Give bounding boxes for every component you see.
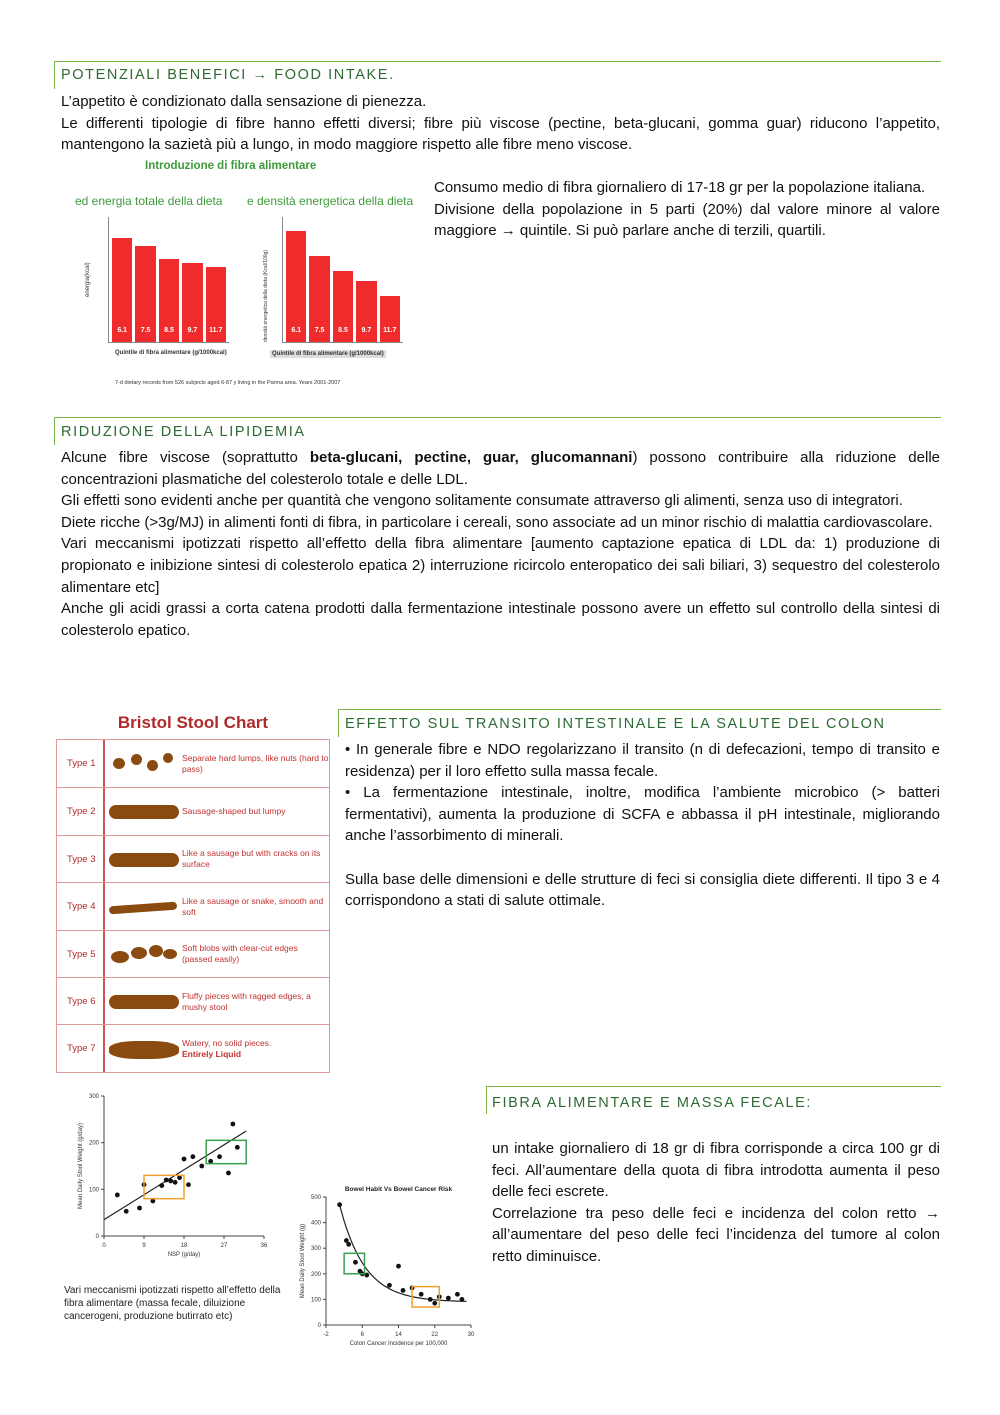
x-tick-label: 9 xyxy=(142,1243,146,1249)
bristol-description-text xyxy=(182,991,330,1013)
fecal-mass-text xyxy=(492,1138,940,1268)
bristol-type-label: Type 6 xyxy=(57,978,105,1025)
data-point xyxy=(396,1264,401,1269)
paragraph: Le differenti tipologie di fibre hanno effetti diversi; fibre più viscose (pectine, beta-glucani, gomma guar) riducono l’appetito, mantengono la sazietà più a lungo, in modo maggiore rispetto alle fibre meno viscose. xyxy=(61,114,940,154)
bristol-description-text xyxy=(182,848,330,870)
bar xyxy=(112,238,132,342)
bullet-item: • In generale fibre e NDO regolarizzano il transito (n di defecazioni, tempo di transito e residenza) per il loro effetto sulla massa fecale. xyxy=(345,741,940,780)
x-axis-label: NSP (g/day) xyxy=(167,1252,201,1258)
bristol-description-bold: Entirely Liquid xyxy=(182,1048,242,1059)
x-tick-label: 18 xyxy=(180,1243,188,1249)
bristol-description-line: Like a sausage or snake, smooth and soft xyxy=(182,895,324,917)
figure-title: Introduzione di fibra alimentare xyxy=(145,160,317,172)
bristol-type-label: Type 7 xyxy=(57,1025,105,1072)
bristol-row xyxy=(57,740,329,787)
x-tick-label: 6 xyxy=(360,1332,364,1338)
x-axis-label: Colon Cancer Incidence per 100,000 xyxy=(349,1341,448,1347)
stool-shape-icon xyxy=(109,800,177,824)
bristol-description xyxy=(182,788,330,835)
bristol-description-text xyxy=(182,753,330,775)
paragraph xyxy=(61,447,940,490)
transit-text xyxy=(345,739,940,912)
left-bar-chart-plot xyxy=(109,217,229,342)
data-point xyxy=(428,1297,433,1302)
bristol-table xyxy=(56,739,330,1073)
bar xyxy=(206,267,226,342)
data-point xyxy=(217,1154,222,1159)
bar xyxy=(135,246,155,342)
y-tick-label: 200 xyxy=(310,1271,321,1278)
text-span: ) possono contribuire alla riduzione delle concentrazioni plasmatiche del colesterolo totale e delle LDL. xyxy=(61,449,940,488)
bristol-stool-chart xyxy=(56,707,330,1073)
bowel-cancer-scatter xyxy=(290,1175,485,1350)
data-point xyxy=(199,1164,204,1169)
bristol-description-line: Soft blobs with clear-cut edges (passed easily) xyxy=(182,943,298,965)
data-point xyxy=(124,1209,129,1214)
fiber-intake-figure xyxy=(60,157,420,397)
bristol-description-line: Watery, no solid pieces. xyxy=(182,1037,272,1048)
bristol-type-label: Type 1 xyxy=(57,740,105,787)
quintile-text xyxy=(434,177,940,242)
bar xyxy=(380,296,400,342)
left-chart-ylabel: energia(kcal) xyxy=(85,262,91,297)
data-point xyxy=(226,1171,231,1176)
data-point xyxy=(164,1178,169,1183)
paragraph: un intake giornaliero di 18 gr di fibra corrisponde a circa 100 gr di feci. All’aumentare della quota di fibra introdotta aumenta il peso delle feci escrete. xyxy=(492,1140,940,1201)
y-axis-label: Mean Daily Stool Weight (g) xyxy=(300,1223,306,1299)
bar-label: 7.5 xyxy=(140,327,151,334)
section-rule-left xyxy=(338,709,339,737)
section-rule xyxy=(54,61,941,62)
bristol-description-line: Sausage-shaped but lumpy xyxy=(182,806,286,817)
bristol-row xyxy=(57,835,329,883)
data-point xyxy=(353,1260,358,1265)
data-point xyxy=(401,1288,406,1293)
bar-label: 7.5 xyxy=(314,327,325,334)
left-chart-subtitle: ed energia totale della dieta xyxy=(75,194,223,208)
section-rule-left xyxy=(54,61,55,89)
x-tick-label: -2 xyxy=(323,1332,329,1338)
bar-label: 9.7 xyxy=(187,327,198,334)
section-title-fecal-mass: FIBRA ALIMENTARE E MASSA FECALE: xyxy=(492,1095,813,1111)
data-point xyxy=(168,1179,173,1184)
data-point xyxy=(446,1296,451,1301)
bristol-description-text xyxy=(182,943,330,965)
data-point xyxy=(159,1183,164,1188)
y-tick-label: 400 xyxy=(310,1220,321,1227)
bar-label: 8.5 xyxy=(338,327,348,334)
bullet-item: • La fermentazione intestinale, inoltre, modifica l’ambiente microbico (> batteri fermentativi), aumenta la produzione di SCFA e abbassa il pH intestinale, migliorando anche l’assorbimento di minerali. xyxy=(345,784,940,845)
bristol-type-label: Type 3 xyxy=(57,836,105,883)
left-bar-chart xyxy=(108,217,229,343)
y-tick-label: 0 xyxy=(95,1234,99,1240)
stool-shape-icon xyxy=(109,943,177,967)
data-point xyxy=(190,1154,195,1159)
paragraph: Correlazione tra peso delle feci e incidenza del colon retto → all’aumentare del peso delle feci l’incidenza del tumore al colon retto diminuisce. xyxy=(492,1204,940,1265)
stool-shape-icon xyxy=(109,1037,177,1061)
section-title-food-intake: POTENZIALI BENEFICI → FOOD INTAKE. xyxy=(61,67,395,83)
section-rule xyxy=(338,709,941,710)
bristol-type-label: Type 5 xyxy=(57,931,105,978)
bar xyxy=(309,256,329,342)
section-rule xyxy=(54,417,941,418)
lipidemia-text xyxy=(61,447,940,641)
x-tick-label: 36 xyxy=(260,1243,268,1249)
stool-shape-icon xyxy=(109,752,177,776)
data-point xyxy=(337,1202,342,1207)
paragraph: Gli effetti sono evidenti anche per quantità che vengono solitamente consumate attraverso gli alimenti, senza uso di integratori. xyxy=(61,492,903,510)
bristol-type-label: Type 2 xyxy=(57,788,105,835)
spacer xyxy=(345,847,940,869)
y-tick-label: 300 xyxy=(310,1246,321,1253)
stool-shape-icon xyxy=(109,990,177,1014)
bar xyxy=(333,271,353,342)
food-intake-text xyxy=(61,91,940,156)
x-tick-label: 22 xyxy=(431,1332,439,1338)
bar xyxy=(286,231,306,342)
stool-shape-icon xyxy=(109,895,177,919)
figure-caption: Vari meccanismi ipotizzati rispetto all’effetto della fibra alimentare (massa fecale, diluizione cancerogeni, produzione butirrato etc) xyxy=(64,1285,281,1322)
bristol-description-text xyxy=(182,1038,271,1060)
y-tick-label: 100 xyxy=(310,1297,321,1304)
bristol-description-line: Separate hard lumps, like nuts (hard to pass) xyxy=(182,752,329,774)
bristol-type-label: Type 4 xyxy=(57,883,105,930)
right-chart-ylabel: densità energetica della dieta (Kcal/100g) xyxy=(263,249,269,342)
bristol-description xyxy=(182,740,330,787)
bar-label: 6.1 xyxy=(291,327,302,334)
x-tick-label: 27 xyxy=(220,1243,228,1249)
paragraph: Diete ricche (>3g/MJ) in alimenti fonti di fibra, in particolare i cereali, sono associate ad un minor rischio di malattia cardiovascolare. xyxy=(61,513,933,531)
bar-label: 9.7 xyxy=(361,327,372,334)
data-point xyxy=(173,1180,178,1185)
left-chart-xlabel: Quintile di fibra alimentare (g/1000kcal) xyxy=(115,350,227,356)
y-axis-label: Mean Daily Stool Weight (g/day) xyxy=(78,1123,84,1209)
data-point xyxy=(115,1193,120,1198)
data-point xyxy=(460,1297,465,1302)
section-rule xyxy=(486,1086,941,1087)
bristol-title: Bristol Stool Chart xyxy=(117,713,269,732)
section-title-transit: EFFETTO SUL TRANSITO INTESTINALE E LA SALUTE DEL COLON xyxy=(345,716,886,732)
bristol-description xyxy=(182,978,330,1025)
bristol-description-line: Like a sausage but with cracks on its surface xyxy=(182,848,321,870)
data-point xyxy=(419,1292,424,1297)
bar-label: 11.7 xyxy=(209,327,223,334)
right-chart-subtitle: e densità energetica della dieta xyxy=(247,194,414,208)
paragraph: Divisione della popolazione in 5 parti (20%) dal valore minore al valore maggiore → quintile. Si può parlare anche di terzili, quartili. xyxy=(434,200,940,240)
data-point xyxy=(182,1157,187,1162)
figure-footnote: 7-d dietary records from 526 subjects aged 6-87 y living in the Parma area. Years 2001-2007 xyxy=(115,380,341,386)
bristol-description xyxy=(182,883,330,930)
data-point xyxy=(346,1242,351,1247)
bristol-description xyxy=(182,931,330,978)
x-tick-label: 14 xyxy=(395,1332,402,1338)
right-chart-xlabel: Quintile di fibra alimentare (g/1000kcal) xyxy=(272,351,384,357)
y-tick-label: 200 xyxy=(88,1140,99,1147)
bold-fiber-list: beta-glucani, pectine, guar, glucomannani xyxy=(309,449,633,466)
y-tick-label: 100 xyxy=(88,1187,99,1194)
y-tick-label: 500 xyxy=(310,1195,321,1201)
bar xyxy=(182,263,202,342)
section-rule-left xyxy=(486,1086,487,1114)
paragraph: Sulla base delle dimensioni e delle strutture di feci si consiglia diete differenti. Il tipo 3 e 4 corrispondono a stati di salute ottimale. xyxy=(345,870,940,910)
data-point xyxy=(432,1301,437,1306)
right-bar-chart-plot xyxy=(283,217,403,342)
paragraph: L’appetito è condizionato dalla sensazione di pienezza. xyxy=(61,93,427,110)
bar-label: 11.7 xyxy=(383,327,397,334)
bar-label: 6.1 xyxy=(117,327,128,334)
bristol-row xyxy=(57,977,329,1025)
paragraph: Anche gli acidi grassi a corta catena prodotti dalla fermentazione intestinale possono avere un effetto sul controllo della sintesi di colesterolo epatico. xyxy=(61,600,940,639)
section-rule-left xyxy=(54,417,55,445)
chart-title: Bowel Habit Vs Bowel Cancer Risk xyxy=(344,1186,453,1193)
bristol-row xyxy=(57,930,329,978)
y-tick-label: 0 xyxy=(317,1323,321,1329)
bristol-row xyxy=(57,787,329,835)
bristol-description xyxy=(182,1025,330,1072)
data-point xyxy=(186,1182,191,1187)
paragraph: Vari meccanismi ipotizzati rispetto all’effetto della fibra alimentare [aumento captazione epatica di LDL da: 1) produzione di propionato e inibizione sintesi di colesterolo epatica 2) interruzione ricircolo enteropatico dei sali biliari, 3) sequestro del colesterolo alimentare etc] xyxy=(61,535,940,596)
text-span: Alcune fibre viscose (soprattutto xyxy=(61,449,310,466)
bristol-row xyxy=(57,882,329,930)
bristol-description-text xyxy=(182,806,286,817)
bristol-description xyxy=(182,836,330,883)
data-point xyxy=(137,1206,142,1211)
data-point xyxy=(387,1283,392,1288)
data-point xyxy=(235,1145,240,1150)
bar xyxy=(356,281,376,342)
data-point xyxy=(455,1292,460,1297)
data-point xyxy=(230,1122,235,1127)
paragraph: Consumo medio di fibra giornaliero di 17-18 gr per la popolazione italiana. xyxy=(434,179,926,196)
bar-label: 8.5 xyxy=(164,327,174,334)
bristol-description-text xyxy=(182,896,330,918)
y-tick-label: 300 xyxy=(88,1094,99,1100)
bristol-description-line: Fluffy pieces with ragged edges, a mushy stool xyxy=(182,990,311,1012)
section-title-lipidemia: RIDUZIONE DELLA LIPIDEMIA xyxy=(61,424,306,440)
x-tick-label: 0 xyxy=(102,1243,106,1249)
right-bar-chart xyxy=(282,217,403,343)
bristol-row xyxy=(57,1024,329,1072)
stool-shape-icon xyxy=(109,848,177,872)
bar xyxy=(159,259,179,342)
x-tick-label: 30 xyxy=(467,1332,475,1338)
nsp-stool-weight-scatter xyxy=(62,1088,272,1268)
